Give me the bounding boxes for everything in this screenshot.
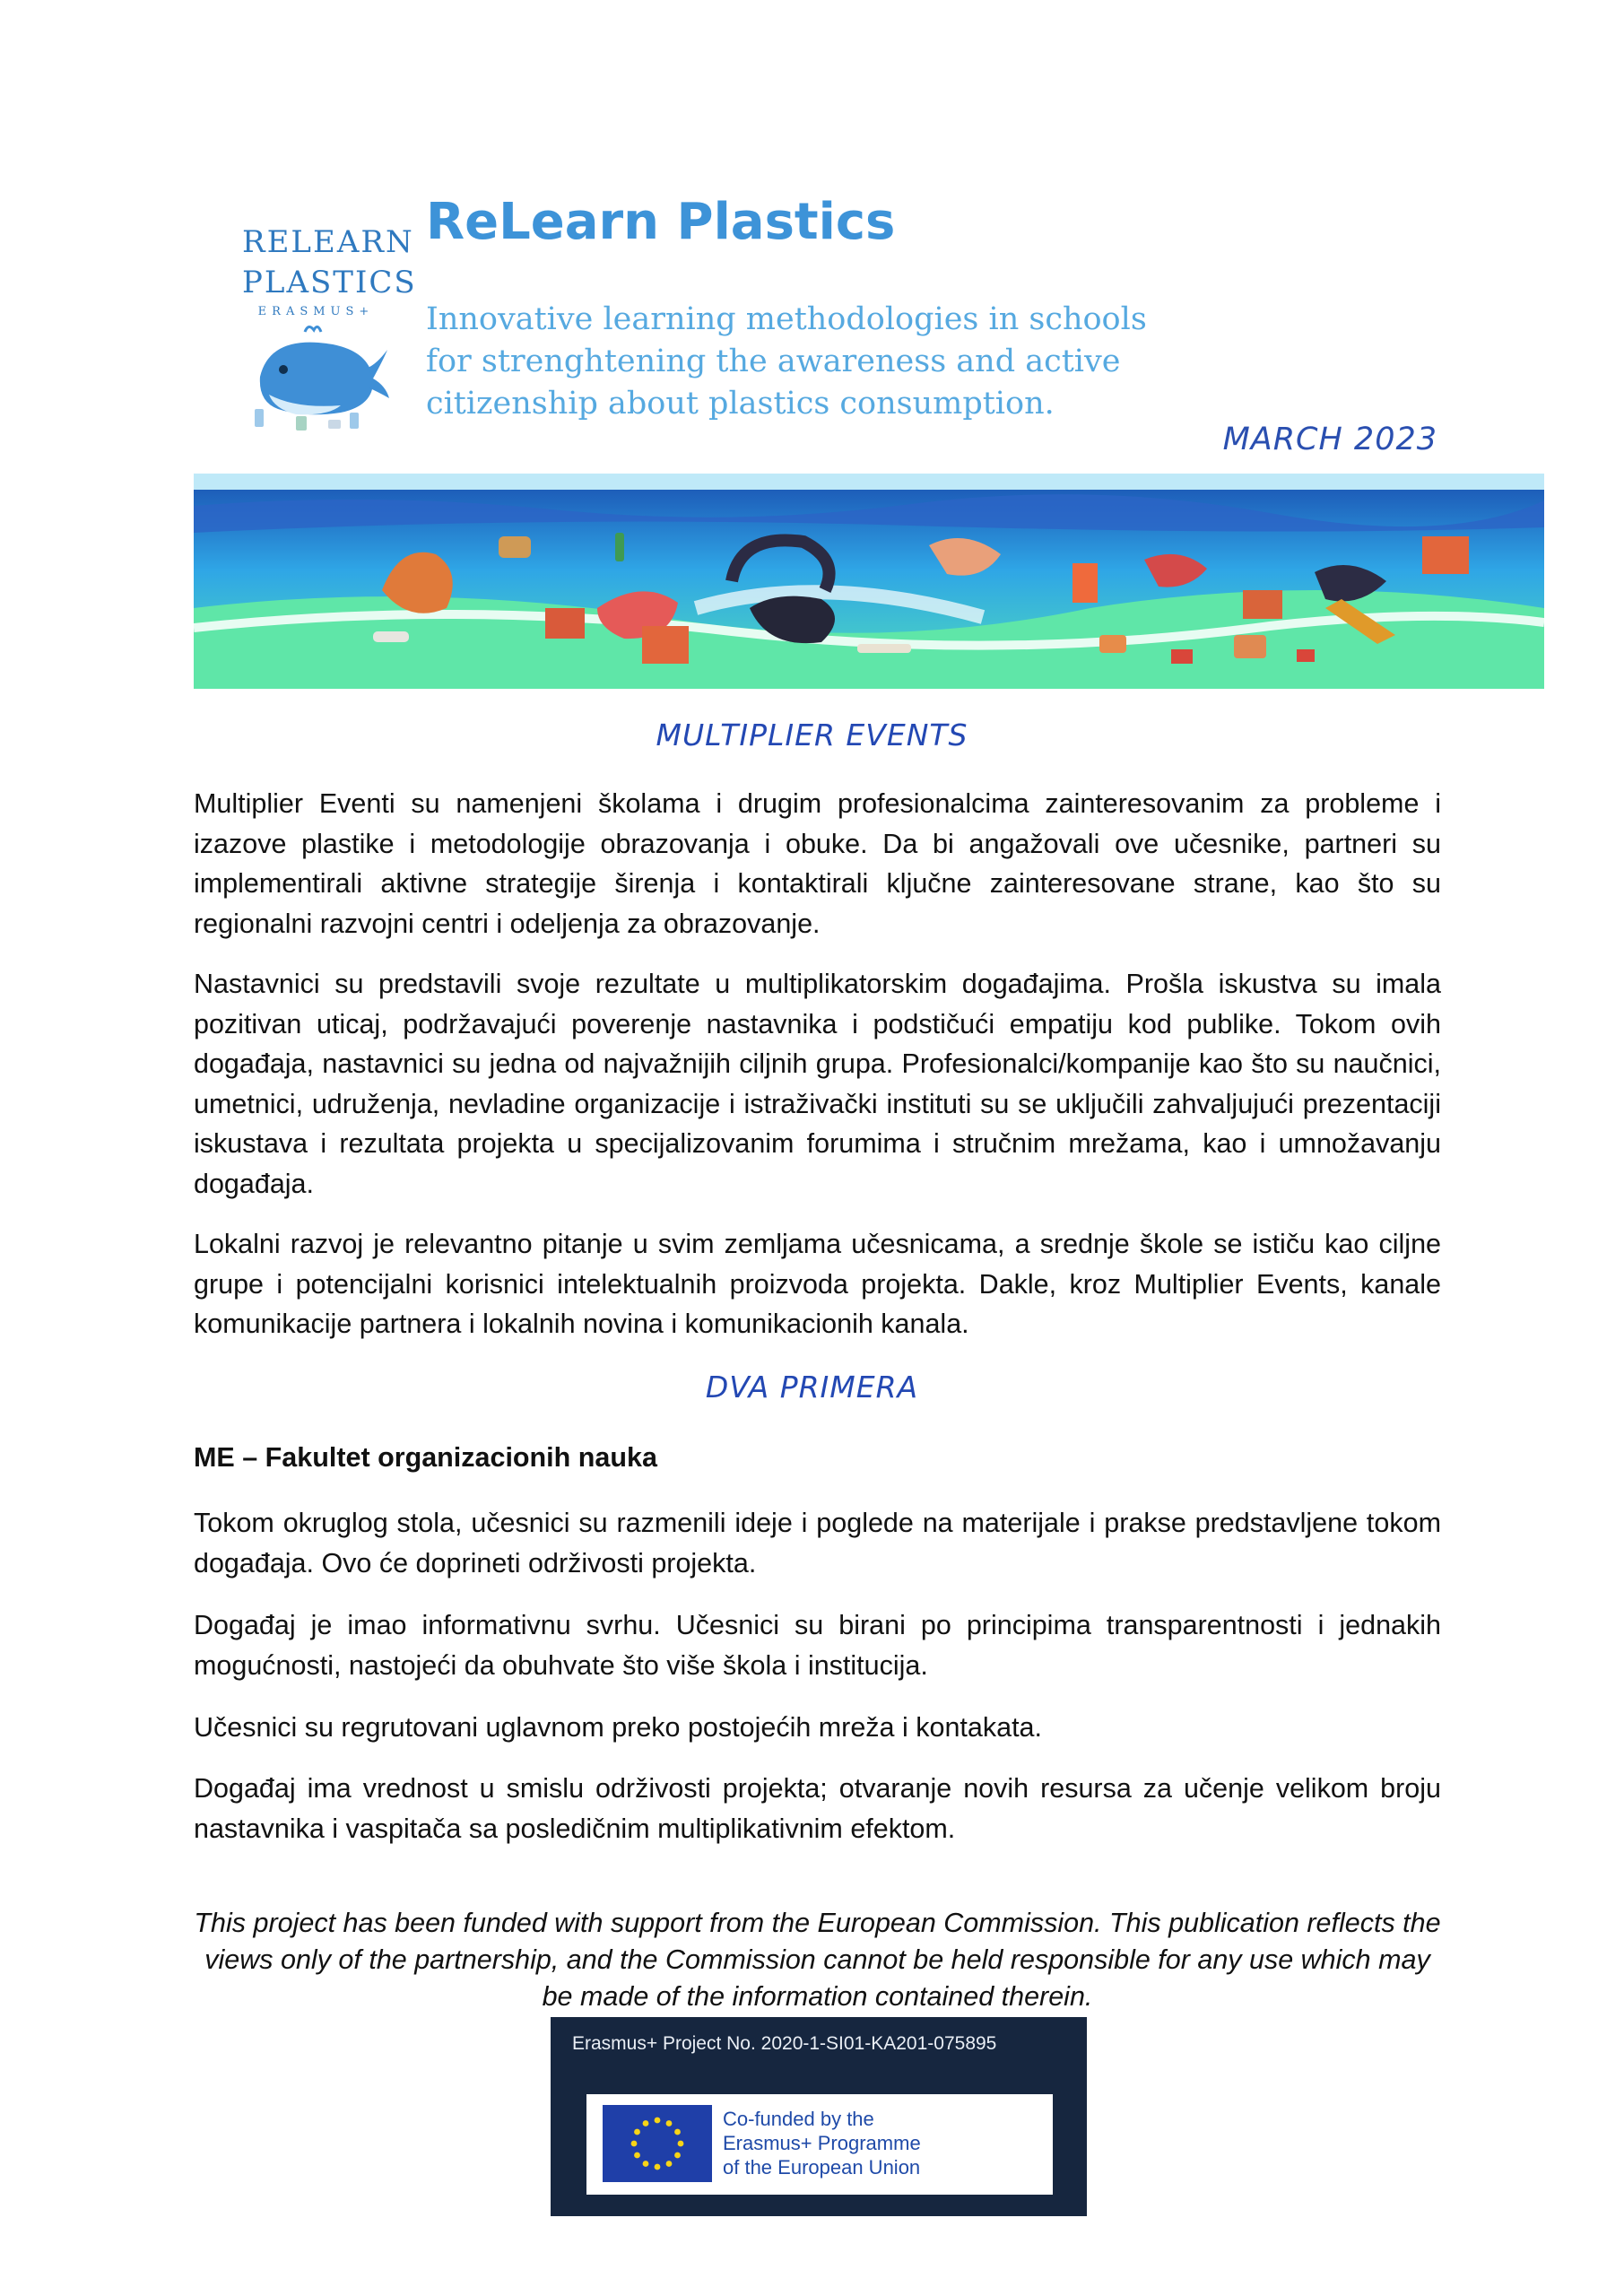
erasmus-funding-badge — [551, 2017, 1087, 2216]
section-title-examples: DVA PRIMERA — [705, 1370, 919, 1405]
whale-icon — [242, 323, 390, 435]
tagline-line: Innovative learning methodologies in schools — [426, 301, 1147, 337]
section-title-multiplier-events: MULTIPLIER EVENTS — [656, 718, 968, 752]
paragraph: Multiplier Eventi su namenjeni školama i drugim profesionalcima zainteresovanim za probleme i izazove plastike i metodologije obrazovanja i obuke. Da bi angažovali ove učesnike, partneri su implementirali aktivne strategije širenja i kontaktirali ključne zainteresovane strane, kao što su regionalni razvojni centri i odeljenja za obrazovanje. — [194, 788, 1441, 939]
paragraph: Događaj je imao informativnu svrhu. Učesnici su birani po principima transparentnosti i jednakih mogućnosti, nastojeći da obuhvate što više škola i institucija. — [194, 1610, 1441, 1681]
ocean-pollution-banner — [194, 474, 1544, 689]
cofunded-card — [586, 2094, 1053, 2195]
paragraph: Događaj ima vrednost u smislu održivosti projekta; otvaranje novih resursa za učenje velikom broju nastavnika i vaspitača sa posledičnim multiplikativnim efektom. — [194, 1773, 1441, 1844]
cofunded-line: Erasmus+ Programme — [723, 2132, 921, 2154]
tagline-line: citizenship about plastics consumption. — [426, 386, 1055, 422]
paragraph: Tokom okruglog stola, učesnici su razmenili ideje i poglede na materijale i prakse predstavljene tokom događaja. Ovo će doprineti održivosti projekta. — [194, 1508, 1441, 1578]
tagline — [426, 299, 1233, 425]
erasmus-project-number: Erasmus+ Project No. 2020-1-SI01-KA201-075895 — [572, 2033, 997, 2054]
issue-date: MARCH 2023 — [1222, 422, 1437, 457]
relearn-plastics-logo — [242, 199, 417, 434]
paragraph: Lokalni razvoj je relevantno pitanje u svim zemljama učesnicama, a srednje škole se ističu kao ciljne grupe i potencijalni korisnici intelektualnih proizvoda projekta. Dakle, kroz Multiplier Events, kanale komunikacije partnera i lokalnih novina i komunikacionih kanala. — [194, 1229, 1441, 1339]
example-subheading: ME – Fakultet organizacionih nauka — [194, 1442, 657, 1473]
logo-text-line1: RELEARN — [242, 224, 414, 260]
cofunded-text — [723, 2107, 921, 2179]
eu-flag-icon — [603, 2105, 712, 2182]
tagline-line: for strenghtening the awareness and active — [426, 344, 1121, 379]
paragraph: Nastavnici su predstavili svoje rezultate u multiplikatorskim događajima. Prošla iskustva su imala pozitivan uticaj, podržavajući poverenje nastavnika i podstičući empatiju kod publike. Tokom ovih događaja, nastavnici su jedna od najvažnijih ciljnih grupa. Profesionalci/kompanije kao što su naučnici, umetnici, udruženja, nevladine organizacije i istraživački instituti su se uključili zahvaljujući prezentaciji iskustava i rezultata projekta u specijalizovanim forumima i stručnim mrežama, kao i umnožavanju događaja. — [194, 969, 1441, 1199]
funding-disclaimer: This project has been funded with support from the European Commission. This publication reflects the views only of the partnership, and the Commission cannot be held responsible for any use which may be made of the information contained therein. — [194, 1908, 1441, 2012]
newsletter-title: ReLearn Plastics — [426, 193, 896, 251]
logo-text-line2: PLASTICS — [242, 265, 417, 300]
logo-text-line3: ERASMUS+ — [257, 305, 375, 318]
paragraph: Učesnici su regrutovani uglavnom preko postojećih mreža i kontakata. — [194, 1712, 1042, 1743]
cofunded-line: of the European Union — [723, 2156, 921, 2179]
cofunded-line: Co-funded by the — [723, 2108, 874, 2130]
